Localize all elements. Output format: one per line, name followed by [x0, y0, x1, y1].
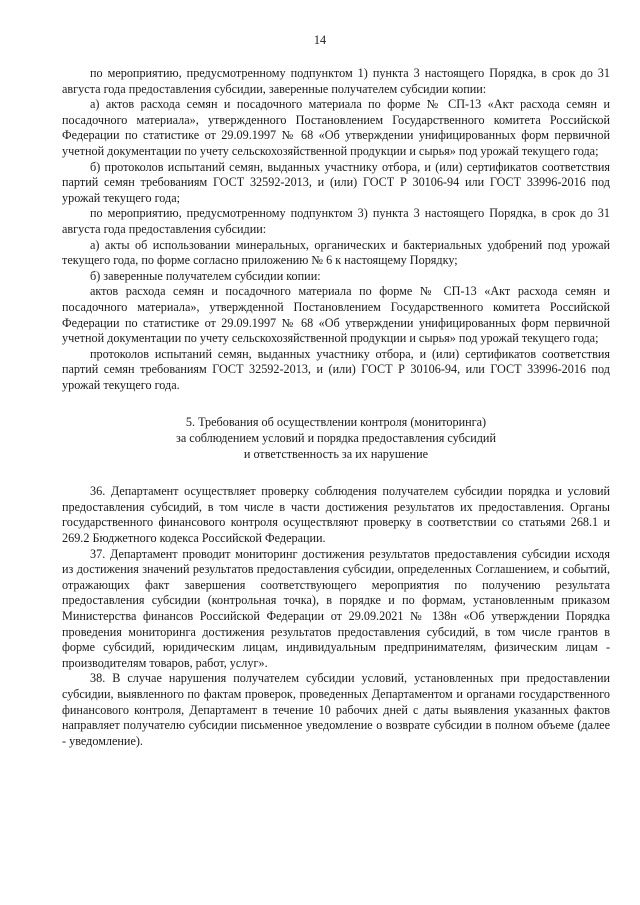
section-heading-line: за соблюдением условий и порядка предоставления субсидий — [176, 431, 496, 446]
paragraph: актов расхода семян и посадочного материала по форме № СП-13 «Акт расхода семян и посадочного материала», утвержденной Постановлением Государственного комитета Российской Федерации по статистике от 29.09.1997 № 68 «Об утверждении унифицированных форм первичной учетной документации по учету сельскохозяйственной продукции и сырья» под урожай текущего года; — [62, 284, 610, 346]
paragraph-36: 36. Департамент осуществляет проверку соблюдения получателем субсидии порядка и условий предоставления субсидий, в том числе в части достижения результатов их предоставления. Органы государственного финансового контроля осуществляют проверку в соответствии со статьями 268.1 и 269.2 Бюджетного кодекса Российской Федерации. — [62, 484, 610, 546]
paragraph: а) акты об использовании минеральных, органических и бактериальных удобрений под урожай текущего года, по форме согласно приложению № 6 к настоящему Порядку; — [62, 237, 610, 268]
paragraph: протоколов испытаний семян, выданных участнику отбора, и (или) сертификатов соответствия партий семян требованиям ГОСТ 32592-2013, и (или) ГОСТ Р 30106-94, или ГОСТ 33996-2016 под урожай текущего года. — [62, 346, 610, 392]
paragraph: по мероприятию, предусмотренному подпунктом 1) пункта 3 настоящего Порядка, в срок до 31 августа года предоставления субсидии, заверенные получателем субсидии копии: — [62, 66, 610, 96]
page-number: 14 — [313, 33, 327, 47]
paragraph: б) протоколов испытаний семян, выданных участнику отбора, и (или) сертификатов соответствия партий семян требованиям ГОСТ 32592-2013, и (или) ГОСТ Р 30106-94 или ГОСТ 33996-2016 под урожай текущего года; — [62, 159, 610, 205]
paragraph-37: 37. Департамент проводит мониторинг достижения результатов предоставления субсидии исходя из достижения значений результатов предоставления субсидии, определенных Соглашением, и событий, отражающих факт завершения соответствующего мероприятия по получению результата предоставления субсидии (контрольная точка), в порядке и по формам, установленным приказом Министерства финансов Российской Федерации от 29.09.2021 № 138н «Об утверждении Порядка проведения мониторинга достижения результатов предоставления субсидий, в том числе грантов в форме субсидий, юридическим лицам, индивидуальным предпринимателям, физическим лицам - производителям товаров, работ, услуг». — [62, 546, 610, 670]
paragraph: по мероприятию, предусмотренному подпунктом 3) пункта 3 настоящего Порядка, в срок до 31 августа года предоставления субсидии: — [62, 206, 610, 236]
paragraph: а) актов расхода семян и посадочного материала по форме № СП-13 «Акт расхода семян и посадочного материала», утвержденного Постановлением Государственного комитета Российской Федерации по статистике от 29.09.1997 № 68 «Об утверждении унифицированных форм первичной учетной документации по учету сельскохозяйственной продукции и сырья» под урожай текущего года; — [62, 97, 610, 158]
section-heading-line: 5. Требования об осуществлении контроля (мониторинга) — [185, 415, 487, 430]
section-body — [62, 484, 610, 749]
section-heading-line: и ответственность за их нарушение — [243, 446, 429, 461]
paragraph: б) заверенные получателем субсидии копии: — [90, 268, 321, 283]
document-body — [62, 66, 610, 749]
section-heading — [62, 415, 610, 462]
paragraph-38: 38. В случае нарушения получателем субсидии условий, установленных при предоставлении субсидии, выявленного по фактам проверок, проведенных Департаментом и органами государственного финансового контроля, Департамент в течение 10 рабочих дней с даты выявления указанных фактов направляет получателю субсидии письменное уведомление о возврате субсидии в полном объеме (далее - уведомление). — [62, 671, 610, 748]
